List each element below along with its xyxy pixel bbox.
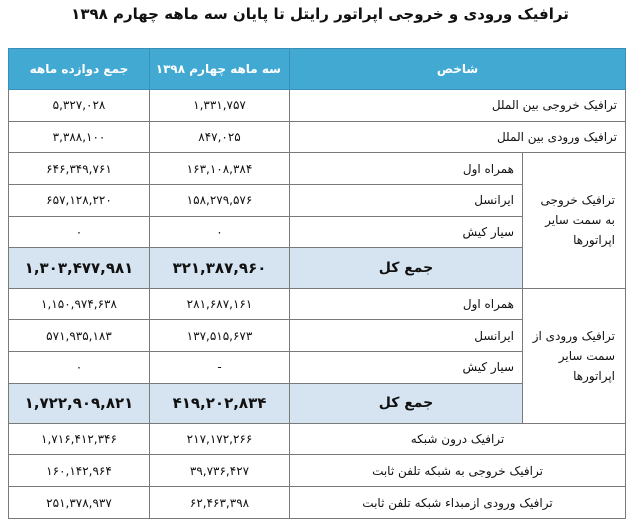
header-q4: سه ماهه چهارم ۱۳۹۸: [150, 49, 290, 90]
row-q4-value: ۸۴۷,۰۲۵: [150, 121, 290, 153]
row-label: ترافیک خروجی بین الملل: [290, 90, 626, 122]
row-twelve-value: ۶۵۷,۱۲۸,۲۲۰: [9, 185, 150, 217]
row-label: ترافیک درون شبکه: [290, 423, 626, 455]
row-q4-value: -: [150, 351, 290, 383]
row-q4-value: ۲۸۱,۶۸۷,۱۶۱: [150, 288, 290, 320]
group-label-incoming: ترافیک ورودی از سمت سایر اپراتورها: [523, 288, 626, 423]
table-row: [9, 423, 626, 455]
table-row: [9, 90, 626, 122]
row-twelve-value: ۲۵۱,۳۷۸,۹۳۷: [9, 487, 150, 519]
row-label: ایرانسل: [290, 185, 523, 217]
total-twelve-value: ۱,۷۲۲,۹۰۹,۸۲۱: [9, 383, 150, 423]
row-label: سیار کیش: [290, 351, 523, 383]
group-label-outgoing: ترافیک خروجی به سمت سایر اپراتورها: [523, 153, 626, 288]
row-q4-value: ۱۵۸,۲۷۹,۵۷۶: [150, 185, 290, 217]
total-twelve-value: ۱,۳۰۳,۴۷۷,۹۸۱: [9, 248, 150, 288]
row-label: ترافیک ورودی بین الملل: [290, 121, 626, 153]
table-row: [9, 121, 626, 153]
row-twelve-value: ۱۶۰,۱۴۲,۹۶۴: [9, 455, 150, 487]
row-twelve-value: ۵۷۱,۹۳۵,۱۸۳: [9, 320, 150, 352]
row-q4-value: ۶۲,۴۶۳,۳۹۸: [150, 487, 290, 519]
row-twelve-value: ۱,۷۱۶,۴۱۲,۳۴۶: [9, 423, 150, 455]
row-q4-value: ۰: [150, 216, 290, 248]
table-header-row: [9, 49, 626, 90]
total-q4-value: ۳۲۱,۳۸۷,۹۶۰: [150, 248, 290, 288]
row-label: ترافیک ورودی ازمبداء شبکه تلفن ثابت: [290, 487, 626, 519]
row-twelve-value: ۶۴۶,۳۴۹,۷۶۱: [9, 153, 150, 185]
total-q4-value: ۴۱۹,۲۰۲,۸۳۴: [150, 383, 290, 423]
row-label: همراه اول: [290, 288, 523, 320]
row-label: ترافیک خروجی به شبکه تلفن ثابت: [290, 455, 626, 487]
table-row: [9, 455, 626, 487]
row-q4-value: ۱۳۷,۵۱۵,۶۷۳: [150, 320, 290, 352]
total-label: جمع کل: [290, 383, 523, 423]
traffic-table: [8, 48, 626, 519]
row-q4-value: ۱,۳۳۱,۷۵۷: [150, 90, 290, 122]
row-q4-value: ۳۹,۷۳۶,۴۲۷: [150, 455, 290, 487]
row-label: سیار کیش: [290, 216, 523, 248]
total-label: جمع کل: [290, 248, 523, 288]
row-q4-value: ۲۱۷,۱۷۲,۲۶۶: [150, 423, 290, 455]
table-row: [9, 153, 626, 185]
row-twelve-value: ۱,۱۵۰,۹۷۴,۶۳۸: [9, 288, 150, 320]
header-indicator: شاخص: [290, 49, 626, 90]
row-q4-value: ۱۶۳,۱۰۸,۳۸۴: [150, 153, 290, 185]
row-twelve-value: ۵,۳۲۷,۰۲۸: [9, 90, 150, 122]
table-row: [9, 487, 626, 519]
row-label: ایرانسل: [290, 320, 523, 352]
row-label: همراه اول: [290, 153, 523, 185]
table-row: [9, 288, 626, 320]
row-twelve-value: ۳,۳۸۸,۱۰۰: [9, 121, 150, 153]
row-twelve-value: ۰: [9, 351, 150, 383]
header-twelve-months: جمع دوازده ماهه: [9, 49, 150, 90]
page-title: ترافیک ورودی و خروجی اپراتور رایتل تا پایان سه ماهه چهارم ۱۳۹۸: [71, 5, 569, 23]
row-twelve-value: ۰: [9, 216, 150, 248]
